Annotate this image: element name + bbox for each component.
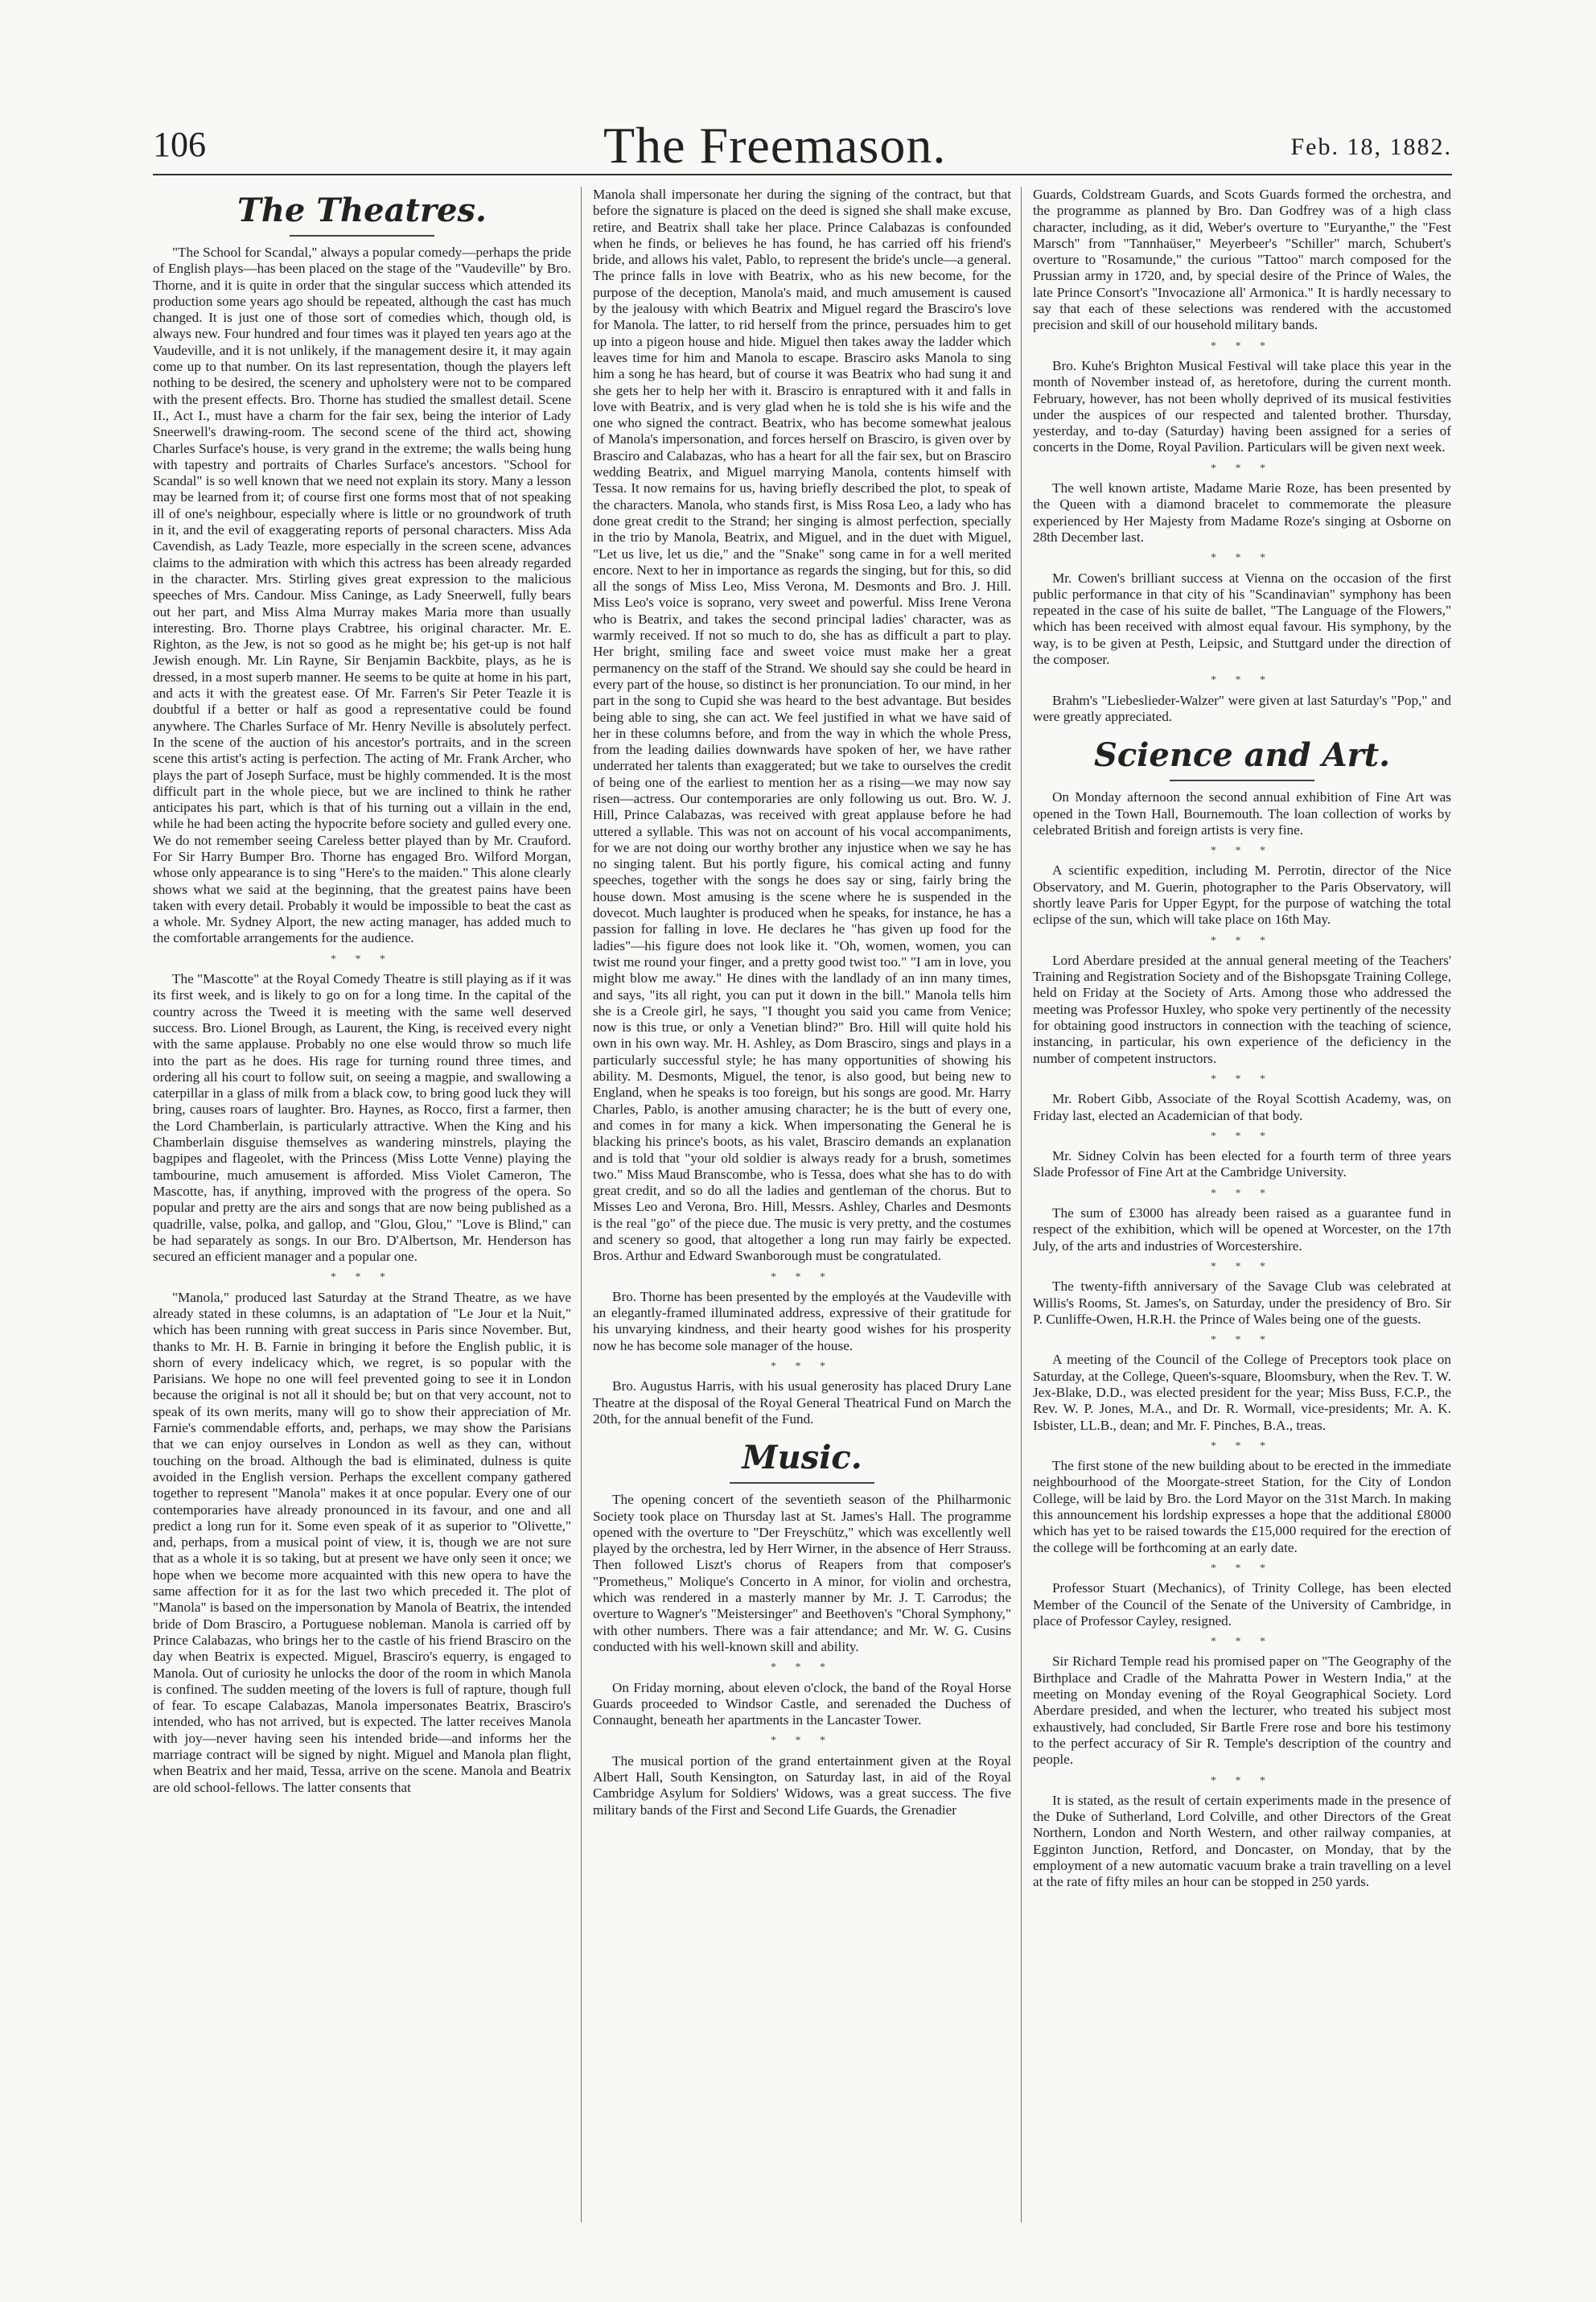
- paragraph-separator: * * *: [1211, 1439, 1273, 1452]
- column-divider: [581, 187, 582, 2222]
- article-paragraph: The first stone of the new building about to be erected in the immediate neighbourhood of the Moorgate-street Station, for the City of London College, will be laid by Bro. the Lord Mayor on the 31st March. In making this announcement his lordship expresses a hope that the additional £8000 which has yet to be raised towards the £15,000 required for the erection of the college will be forthcoming at an early date.: [1033, 1458, 1451, 1555]
- article-paragraph: Mr. Robert Gibb, Associate of the Royal Scottish Academy, was, on Friday last, elected an Academician of that body.: [1033, 1091, 1451, 1123]
- paragraph-separator: * * *: [331, 1271, 393, 1284]
- paragraph-separator: * * *: [1211, 1073, 1273, 1085]
- article-paragraph: Guards, Coldstream Guards, and Scots Guards formed the orchestra, and the programme as planned by Bro. Dan Godfrey was of a high class character, including, as it did, Weber's overture to "Euryanthe," the "Fest Marsch" from "Tannhaüser," Meyerbeer's "Schiller" march, Schubert's overture to "Rosamunde," the curious "Tattoo" march composed for the Prussian army in 1720, and, by special desire of the Prince of Wales, the late Prince Consort's "Invocazione all' Armonica." It is hardly necessary to say that each of these selections was rendered with the accustomed precision and skill of our household military bands.: [1033, 187, 1451, 333]
- article-paragraph: Manola shall impersonate her during the signing of the contract, but that before the signature is placed on the deed is signed she shall make excuse, retire, and Beatrix shall take her place. Prince Calabazas is confounded when he finds, or believes he has found, he has carried off his friend's bride, and allows his valet, Pablo, to represent the bride's uncle—a general. The prince falls in love with Beatrix, who as his new become, for the purpose of the deception, Manola's maid, and much amusement is caused by the jealousy with which Beatrix and Miguel regard the Brasciro's love for Manola. The latter, to rid herself from the prince, persuades him to get up into a pigeon house and hide. Miguel then takes away the ladder which leaves time for him and Manola to escape. Brasciro asks Manola to sing him a song he has heard, but of course it was Beatrix who had sung it and she gets her to help her with it. Brasciro is enraptured with it and falls in love with Beatrix, and is very glad when he is told she is his wife and the one who signed the contract. Beatrix, who has become somewhat jealous of Manola's impersonation, and forces herself on Brasciro, is given over by Brasciro and Calabazas, who has a heart for all the fair sex, but on Brasciro wedding Beatrix, and Miguel marrying Manola, contents himself with Tessa. It now remains for us, having briefly described the plot, to speak of the characters. Manola, who stands first, is Miss Rosa Leo, a lady who has done great credit to the Strand; her singing is almost perfection, specially in the trio by Manola, Beatrix, and Miguel, and in the duet with Miguel, "Let us live, let us die," and the "Snake" song came in for a well merited encore. Next to her in importance as regards the singing, but for this, so did all the songs of Miss Leo, Miss Verona, M. Desmonts and Bro. J. Hill. Miss Leo's voice is soprano, very sweet and powerful. Miss Irene Verona who is Beatrix, and takes the second principal ladies' character, was as warmly received. If not so much to do, she has as difficult a part to play. Her bright, smiling face and sweet voice must make her a great permanency on the staff of the Strand. We should say she could be heard in every part of the house, so distinct is her pronunciation. To our mind, in her part in the song to Cupid she was heard to the best advantage. But besides being able to sing, she can act. We feel justified in what we have said of her in these columns before, and from the way in which the whole Press, from the leading dailies downwards have spoken of her, we have rather underrated her talents than exaggerated; but we take to ourselves the credit of being one of the earliest to mention her as a rising—we may now say risen—actress. Our contemporaries are only following us out. Bro. W. J. Hill, Prince Calabazas, was received with great applause before he had uttered a syllable. This was not on account of his vocal accompaniments, for we are not doing our worthy brother any injustice when we say he has no singing talent. But his portly figure, his comical acting and funny speeches, together with the songs he does say or sing, fairly bring the house down. Most amusing is the scene where he is suspended in the dovecot. Much laughter is produced when he speaks, for instance, he has a passion for falling in love. He declares he "has given up food for the ladies"—his figure does not look like it. "Oh, women, women, you can twist me round your finger, and a pretty good twist too." "I am in love, you might blow me away." He dines with the landlady of an inn many times, and says, "its all right, you can put it down in the bill." Manola tells him she is a Creole girl, he says, "I thought you said you came from Venice; now is this true, or only a Venetian blind?" Bro. Hill will quite hold his own in his own way. Mr. H. Ashley, as Dom Brasciro, sings and plays in a particularly successful style; he has many opportunities of showing his ability. M. Desmonts, Miguel, the tenor, is also good, but being new to England, when he speaks is too foreign, but his songs are good. Mr. Harry Charles, Pablo, is another amusing character; he is the butt of every one, and comes in for many a kick. When impersonating the General he is blacking his prince's boots, as his valet, Brasciro demands an explanation and is told that "your old soldier is always ready for a brush, sometimes two." Miss Maud Branscombe, who is Tessa, does what she has to do with great credit, and so do all the ladies and gentleman of the chorus. But to Misses Leo and Verona, Bro. Hill, Messrs. Ashley, Charles and Desmonts is the real "go" of the piece due. The music is very pretty, and the costumes and scenery so good, that altogether a long run may fairly be expected. Bros. Arthur and Edward Swanborough must be congratulated.: [593, 187, 1011, 1264]
- article-paragraph: Bro. Kuhe's Brighton Musical Festival will take place this year in the month of November instead of, as heretofore, during the current month. February, however, has not been wholly deprived of its musical festivities under the auspices of our respected and talented brother. Thursday, yesterday, and to-day (Saturday) having been assigned for a series of concerts in the Dome, Royal Pavilion. Particulars will be given next week.: [1033, 357, 1451, 455]
- masthead: [153, 117, 1452, 175]
- paragraph-separator: * * *: [1211, 552, 1273, 565]
- paragraph-separator: * * *: [1211, 1187, 1273, 1200]
- column-1: [153, 187, 571, 2238]
- paragraph-separator: * * *: [331, 953, 393, 966]
- paragraph-separator: * * *: [1211, 1260, 1273, 1273]
- article-paragraph: The well known artiste, Madame Marie Roze, has been presented by the Queen with a diamond bracelet to commemorate the pleasure experienced by Her Majesty from Madame Roze's singing at Osborne on 28th December last.: [1033, 480, 1451, 545]
- heading-rule: [1170, 780, 1314, 781]
- heading-rule: [730, 1482, 874, 1484]
- heading-rule: [290, 235, 434, 237]
- article-paragraph: A scientific expedition, including M. Perrotin, director of the Nice Observatory, and M. Guerin, photographer to the Paris Observatory, will shortly leave Paris for Upper Egypt, for the purpose of watching the total eclipse of the sun, which will take place on 16th May.: [1033, 863, 1451, 928]
- article-paragraph: Bro. Thorne has been presented by the employés at the Vaudeville with an elegantly-framed illuminated address, expressive of their gratitude for his unvarying kindness, and their hearty good wishes for his prosperity now he has become sole manager of the house.: [593, 1288, 1011, 1353]
- page-number: 106: [153, 125, 206, 164]
- paragraph-separator: * * *: [771, 1270, 833, 1283]
- paragraph-separator: * * *: [1211, 845, 1273, 858]
- article-paragraph: Sir Richard Temple read his promised paper on "The Geography of the Birthplace and Cradle of the Mahratta Power in Western India," at the meeting on Monday evening of the Royal Geographical Society. Lord Aberdare presided, and when the lecturer, who treated his subject most exhaustively, had concluded, Sir Bartle Frere rose and bore his testimony to the perfect accuracy of Sir R. Temple's description of the country and people.: [1033, 1653, 1451, 1768]
- paragraph-separator: * * *: [771, 1361, 833, 1373]
- article-paragraph: On Monday afternoon the second annual exhibition of Fine Art was opened in the Town Hall, Bournemouth. The loan collection of works by celebrated British and foreign artists is very fine.: [1033, 789, 1451, 838]
- paragraph-separator: * * *: [771, 1735, 833, 1748]
- article-paragraph: "The School for Scandal," always a popular comedy—perhaps the pride of English plays—has been placed on the stage of the "Vaudeville" by Bro. Thorne, and it is quite in order that the singular success which attended its production some years ago should be repeated, although the cast has much changed. It is just one of those sort of comedies which, though old, is always new. Four hundred and four times was it played ten years ago at the Vaudeville, and it is not unlikely, if the management desire it, it may again come up to that number. On its last representation, though the players left nothing to be desired, the scenery and upholstery were not to be compared with the present effects. Bro. Thorne has studied the smallest detail. Scene II., Act I., must have a charm for the fair sex, being the interior of Lady Sneerwell's drawing-room. The second scene of the third act, showing Charles Surface's house, is very grand in the extreme; the walls being hung with tapestry and portraits of Charles Surface's ancestors. "School for Scandal" is so well known that we need not explain its story. Many a lesson may be learned from it; of course first one forms most that of not speaking ill of one's neighbour, especially where is little or no groundwork of truth in it, and the evil of exaggerating reports of personal characters. Miss Ada Cavendish, as Lady Teazle, more especially in the screen scene, advances claims to the admiration with which this actress has been already regarded in the character. Mrs. Stirling gives great expression to the malicious speeches of Mrs. Candour. Miss Caninge, as Lady Sneerwell, fully bears out her part, and Miss Alma Murray makes Maria more than usually interesting. Bro. Thorne plays Crabtree, his original character. Mr. E. Righton, as the Jew, is not so good as he might be; his get-up is not half Jewish enough. Mr. Lin Rayne, Sir Benjamin Backbite, plays, as he is dressed, in a most superb manner. He seems to be quite at home in his part, and acts it with the greatest ease. Of Mr. Farren's Sir Peter Teazle it is doubtful if a better or half as good a representative could be found anywhere. The Charles Surface of Mr. Henry Neville is absolutely perfect. In the scene of the auction of his ancestor's portraits, and in the screen scene this artist's acting is perfection. The acting of Mr. Frank Archer, who plays the part of Joseph Surface, must be highly commended. It is the most difficult part in the whole piece, but we are inclined to think he rather anticipates his part, which is that of his turning out a villain in the end, while he had been acting the hypocrite before society and gulled every one. We do not remember seeing Careless better played than by Mr. Crauford. For Sir Harry Bumper Bro. Thorne has engaged Bro. Wilford Morgan, whose only appearance is to sing "Here's to the maiden." This alone clearly shows what we said at the beginning, that the greatest pains have been taken with every detail. Probably it would be impossible to beat the cast as a whole. Mr. Sydney Alport, the new acting manager, has added much to the comfortable arrangements for the audience.: [153, 245, 571, 946]
- paragraph-separator: * * *: [1211, 462, 1273, 475]
- article-paragraph: Lord Aberdare presided at the annual general meeting of the Teachers' Training and Registration Society and of the Bishopsgate Training College, held on Friday at the Society of Arts. Among those who addressed the meeting was Professor Huxley, who spoke very pertinently of the necessity for obtaining good instructors in connection with the teaching of science, instancing, in particular, his own experience of the deficiency in the number of competent instructors.: [1033, 952, 1451, 1066]
- paragraph-separator: * * *: [1211, 1562, 1273, 1575]
- paragraph-separator: * * *: [1211, 934, 1273, 947]
- newspaper-title: The Freemason.: [603, 117, 947, 174]
- article-paragraph: The opening concert of the seventieth season of the Philharmonic Society took place on Thursday last at St. James's Hall. The programme opened with the overture to "Der Freyschütz," which was excellently well played by the orchestra, led by Herr Wirner, in the absence of Herr Strauss. Then followed Liszt's chorus of Reapers from that composer's "Prometheus," Molique's Concerto in A minor, for violin and orchestra, which was rendered in a masterly manner by Mr. J. T. Carrodus; the overture to Wagner's "Meistersinger" and Beethoven's "Choral Symphony," with other numbers. There was a fair attendance; and Mr. W. G. Cusins conducted with his well-known skill and ability.: [593, 1492, 1011, 1654]
- article-paragraph: The musical portion of the grand entertainment given at the Royal Albert Hall, South Kensington, on Saturday last, in aid of the Royal Cambridge Asylum for Soldiers' Widows, was a great success. The five military bands of the First and Second Life Guards, the Grenadier: [593, 1752, 1011, 1818]
- section-heading-music: Music.: [742, 1439, 862, 1477]
- paragraph-separator: * * *: [1211, 1636, 1273, 1649]
- paragraph-separator: * * *: [1211, 1130, 1273, 1143]
- section-heading-theatres: The Theatres.: [237, 191, 487, 229]
- article-paragraph: It is stated, as the result of certain experiments made in the presence of the Duke of Sutherland, Lord Colville, and other Directors of the Great Northern, London and North Western, and other railway companies, at Egginton Junction, Retford, and Doncaster, on Monday, that by the employment of a new automatic vacuum brake a train travelling on a level at the rate of fifty miles an hour can be stopped in 250 yards.: [1033, 1792, 1451, 1890]
- article-paragraph: Bro. Augustus Harris, with his usual generosity has placed Drury Lane Theatre at the disposal of the Royal General Theatrical Fund on March the 20th, for the annual benefit of the Fund.: [593, 1378, 1011, 1427]
- article-paragraph: The sum of £3000 has already been raised as a guarantee fund in respect of the exhibition, which will be opened at Worcester, on the 17th July, of the arts and industries of Worcestershire.: [1033, 1205, 1451, 1254]
- paragraph-separator: * * *: [1211, 1334, 1273, 1347]
- article-paragraph: The "Mascotte" at the Royal Comedy Theatre is still playing as if it was its first week, and is likely to go on for a long time. In the capital of the country across the Tweed it is meeting with the same well deserved success. Bro. Lionel Brough, as Laurent, the King, is received every night with the same applause. Probably no one else would throw so much life into the part as he does. His rage for turning round three times, and ordering all his court to follow suit, on seeing a magpie, and swallowing a caterpillar in a glass of milk from a black cow, to bring good luck they will bring, causes roars of laughter. Bro. Haynes, as Rocco, first a farmer, then the Lord Chamberlain, is particularly attractive. When the King and his Chamberlain disguise themselves as wandering minstrels, playing the bagpipes and flageolet, with the Princess (Miss Lotte Venne) playing the tambourine, much amusement is afforded. Miss Violet Cameron, The Mascotte, has, if anything, improved with the progress of the opera. So popular and pretty are the airs and songs that are now being published as a quadrille, valse, polka, and gallop, and "Glou, Glou," "Love is Blind," can be had separately as songs. In our Bro. D'Albertson, Mr. Henderson has secured an efficient manager and a popular one.: [153, 971, 571, 1265]
- paragraph-separator: * * *: [771, 1662, 833, 1674]
- article-paragraph: Mr. Cowen's brilliant success at Vienna on the occasion of the first public performance in that city of his "Scandinavian" symphony has been repeated in the case of his suite de ballet, "The Language of the Flowers," which has been received with almost equal favour. His symphony, by the way, is to be given at Pesth, Leipsic, and Stuttgard under the direction of the composer.: [1033, 570, 1451, 668]
- article-paragraph: A meeting of the Council of the College of Preceptors took place on Saturday, at the College, Queen's-square, Bloomsbury, when the Rev. T. W. Jex-Blake, D.D., was elected president for the year; Miss Buss, F.C.P., the Rev. W. P. Jones, M.A., and Dr. R. Wormall, vice-presidents; Mr. A. K. Isbister, LL.B., dean; and Mr. F. Pinches, B.A., treas.: [1033, 1352, 1451, 1433]
- paragraph-separator: * * *: [1211, 1774, 1273, 1787]
- article-paragraph: Mr. Sidney Colvin has been elected for a fourth term of three years Slade Professor of Fine Art at the Cambridge University.: [1033, 1148, 1451, 1180]
- column-3: [1033, 187, 1451, 2238]
- column-2: [593, 187, 1011, 2238]
- article-paragraph: Brahm's "Liebeslieder-Walzer" were given at last Saturday's "Pop," and were greatly appreciated.: [1033, 692, 1451, 724]
- article-paragraph: The twenty-fifth anniversary of the Savage Club was celebrated at Willis's Rooms, St. James's, on Saturday, under the presidency of Bro. Sir P. Cunliffe-Owen, H.R.H. the Prince of Wales being one of the guests.: [1033, 1279, 1451, 1327]
- article-paragraph: "Manola," produced last Saturday at the Strand Theatre, as we have already stated in these columns, is an adaptation of "Le Jour et la Nuit," which has been running with great success in Paris since November. But, thanks to Mr. H. B. Farnie in bringing it before the English public, it is shorn of every indelicacy which, we regret, is so popular with the Parisians. We hope no one will feel prevented going to see it in London because the original is not all it should be; but on that very account, not to speak of its own merits, many will go to show their appreciation of Mr. Farnie's commendable efforts, and, perhaps, we may show the Parisians that we can enjoy ourselves in London as well as they can, without touching on the broad. Although the bad is eliminated, dulness is quite avoided in the English version. Perhaps the excellent company gathered together to represent "Manola" makes it at once popular. Every one of our contemporaries have already pronounced in its favour, and one and all predict a long run for it. Some even speak of it as superior to "Olivette," and, perhaps, from a musical point of view, it is, though we are not sure that as a whole it is so taking, but at present we have only seen it once; we hope when we become more acquainted with this new opera to have the same affection for it as for the last two which preceded it. The plot of "Manola" is based on the impersonation by Manola of Beatrix, the intended bride of Dom Brasciro, a Portuguese nobleman. Manola is carried off by Prince Calabazas, who brings her to the castle of his friend Brasciro on the day when Beatrix is expected. Miguel, Brasciro's equerry, is engaged to Manola. Out of curiosity he unlocks the door of the room in which Manola is confined. The sudden meeting of the lovers is full of rapture, though full of fear. To escape Calabazas, Manola impersonates Beatrix, Brasciro's intended, who has not arrived, but is expected. The latter receives Manola with joy—never having seen his intended bride—and informs her the marriage contract will be signed by night. Miguel and Manola plan flight, when Beatrix and her maid, Tessa, arrive on the scene. Manola and Beatrix are old school-fellows. The latter consents that: [153, 1289, 571, 1795]
- article-paragraph: On Friday morning, about eleven o'clock, the band of the Royal Horse Guards proceeded to Windsor Castle, and serenaded the Duchess of Connaught, beneath her apartments in the Lancaster Tower.: [593, 1679, 1011, 1728]
- issue-date: Feb. 18, 1882.: [1290, 134, 1452, 160]
- paragraph-separator: * * *: [1211, 674, 1273, 687]
- paragraph-separator: * * *: [1211, 340, 1273, 352]
- article-paragraph: Professor Stuart (Mechanics), of Trinity College, has been elected Member of the Council of the Senate of the University of Cambridge, in place of Professor Cayley, resigned.: [1033, 1580, 1451, 1629]
- column-divider: [1021, 187, 1022, 2222]
- section-heading-science-and-art: Science and Art.: [1093, 736, 1391, 775]
